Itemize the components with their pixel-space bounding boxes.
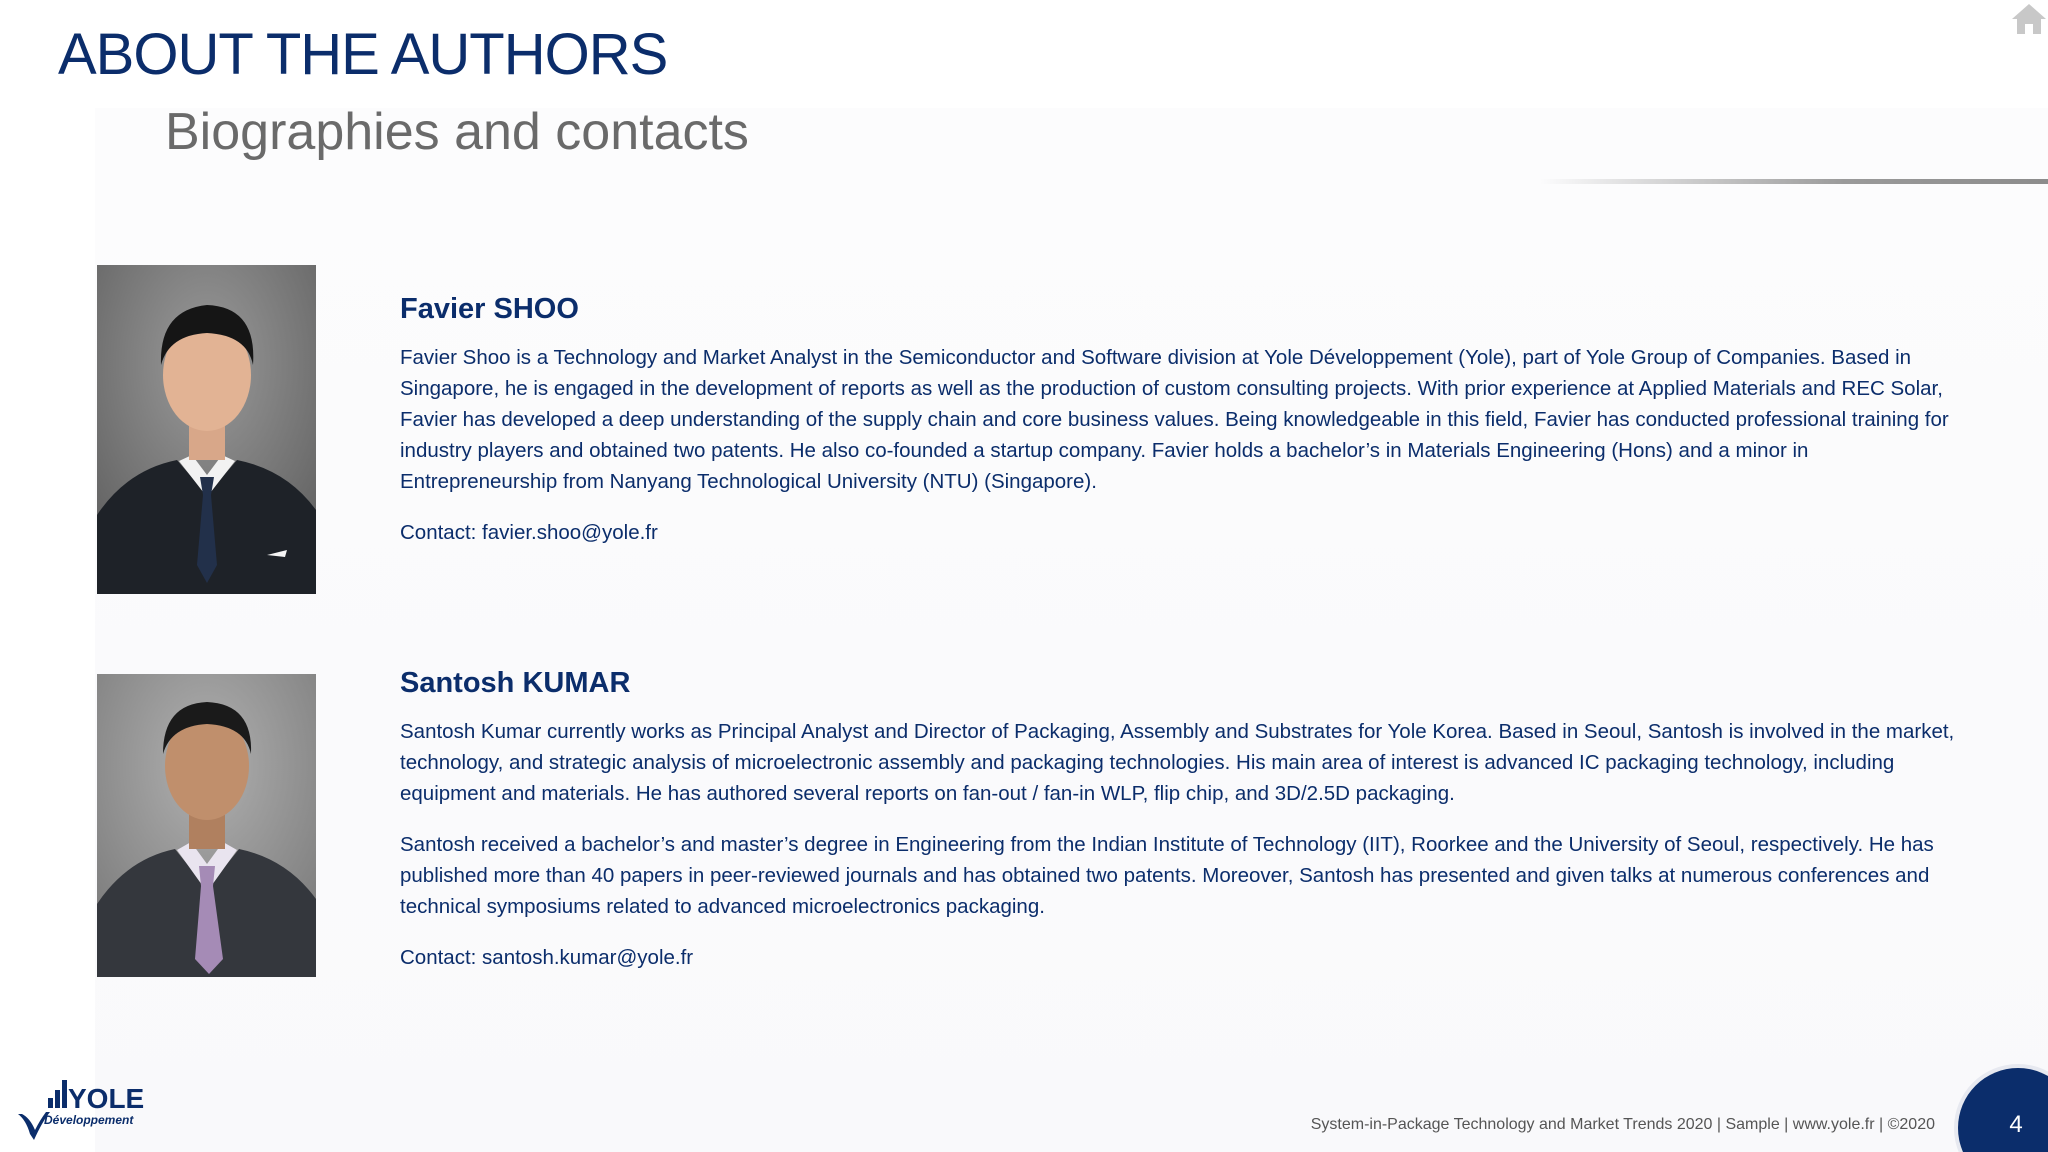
- logo-tagline: Développement: [44, 1113, 134, 1127]
- author-contact[interactable]: Contact: favier.shoo@yole.fr: [400, 521, 658, 544]
- author-bio-paragraph: Santosh Kumar currently works as Principal Analyst and Director of Packaging, Assembly and Substrates for Yole Korea. Based in Seoul, Santosh is involved in the market, technology, and strategic analysis of microelectronic assembly and packaging technologies. His main area of interest is advanced IC packaging technology, including equipment and materials. He has authored several reports on fan-out / fan-in WLP, flip chip, and 3D/2.5D packaging.: [400, 720, 1955, 805]
- logo-name: YOLE: [68, 1083, 145, 1114]
- author-photo-favier-shoo: [97, 265, 316, 594]
- author-name: Favier SHOO: [400, 293, 579, 325]
- author-photo-santosh-kumar: [97, 674, 316, 977]
- author-bio-santosh-kumar: [400, 662, 1960, 973]
- content-panel: [95, 108, 2048, 1152]
- home-icon[interactable]: [2010, 2, 2048, 36]
- author-name: Santosh KUMAR: [400, 667, 631, 699]
- author-bio-paragraph: Santosh received a bachelor’s and master’s degree in Engineering from the Indian Institute of Technology (IIT), Roorkee and the University of Seoul, respectively. He has published more than 40 papers in peer-reviewed journals and has obtained two patents. Moreover, Santosh has presented and given talks at numerous conferences and technical symposiums related to advanced microelectronics packaging.: [400, 833, 1934, 918]
- page-number: 4: [2009, 1111, 2023, 1138]
- page-subtitle: Biographies and contacts: [165, 103, 749, 161]
- author-bio-favier-shoo: [400, 288, 1960, 548]
- author-bio-paragraph: Favier Shoo is a Technology and Market Analyst in the Semiconductor and Software division at Yole Développement (Yole), part of Yole Group of Companies. Based in Singapore, he is engaged in the development of reports as well as the production of custom consulting projects. With prior experience at Applied Materials and REC Solar, Favier has developed a deep understanding of the supply chain and core business values. Being knowledgeable in this field, Favier has conducted professional training for industry players and obtained two patents. He also co-founded a startup company. Favier holds a bachelor’s in Materials Engineering (Hons) and a minor in Entrepreneurship from Nanyang Technological University (NTU) (Singapore).: [400, 346, 1949, 493]
- author-contact[interactable]: Contact: santosh.kumar@yole.fr: [400, 946, 694, 969]
- footer-text: System-in-Package Technology and Market Trends 2020 | Sample | www.yole.fr | ©2020: [1310, 1116, 1935, 1133]
- yole-logo: [16, 1074, 151, 1144]
- page-title: ABOUT THE AUTHORS: [58, 22, 668, 87]
- header-divider: [1540, 179, 2048, 184]
